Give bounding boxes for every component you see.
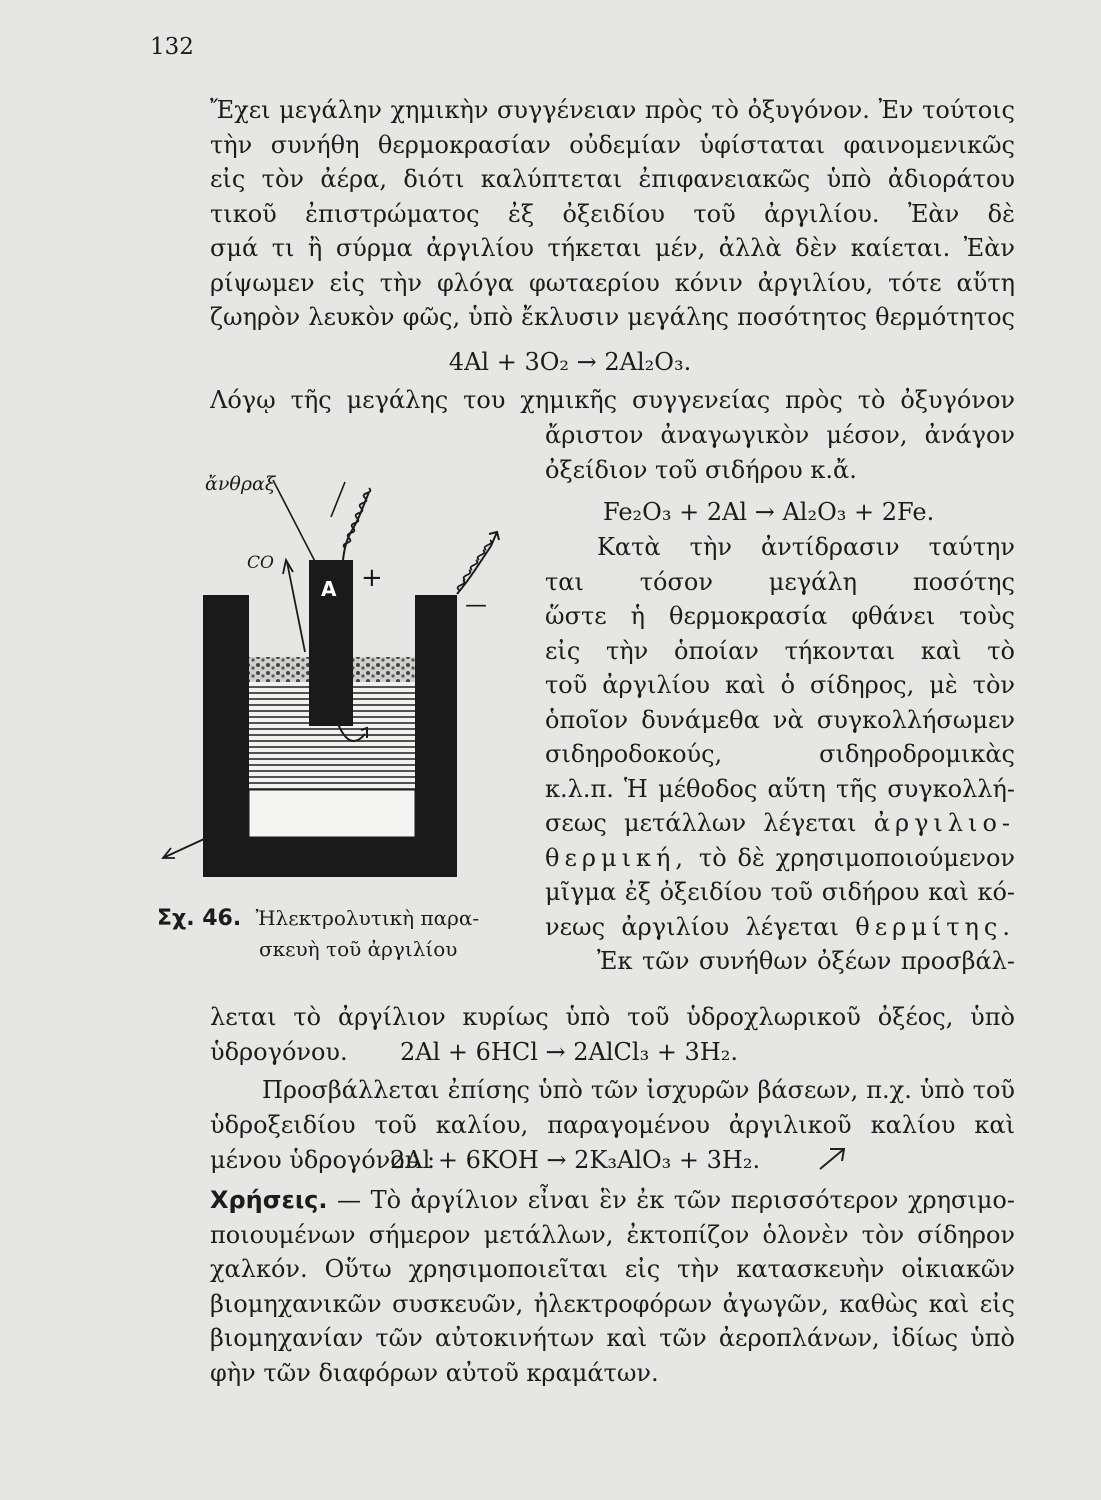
cathode-wire <box>457 546 491 594</box>
cell-wall-right <box>415 595 457 865</box>
text-line: Λόγῳ τῆς μεγάλης του χημικῆς συγγενείας πρὸς τὸ ὀξυγόνον <box>210 386 1015 414</box>
figure-caption <box>157 903 479 964</box>
co-label: CO <box>247 553 274 573</box>
co-arrow <box>287 562 305 652</box>
text-line: χαλκόν. Οὕτω χρησιμοποιεῖται εἰς τὴν κατασκευὴν οἰκιακῶν <box>210 1255 1015 1283</box>
text-line: μῖγμα ἐξ ὀξειδίου τοῦ σιδήρου καὶ κό- <box>545 878 1015 906</box>
text-line: βιομηχανίαν τῶν αὐτοκινήτων καὶ τῶν ἀεροπλάνων, ἰδίως ὑπὸ <box>210 1324 1015 1352</box>
text-line: εἰς τὸν ἀέρα, διότι καλύπτεται ἐπιφανειακῶς ὑπὸ ἀδιοράτου <box>210 165 1015 193</box>
caption-text-2: σκευὴ τοῦ ἀργιλίου <box>259 937 458 961</box>
text-line: ρίψωμεν εἰς τὴν φλόγα φωταερίου κόνιν ἀργιλίου, τότε αὕτη <box>210 268 1015 297</box>
text-line: ται τόσον μεγάλη ποσότης <box>545 567 1015 596</box>
text-line-aluminothermy-2 <box>545 841 1015 876</box>
paragraph-uses <box>210 1183 1015 1390</box>
paragraph-acids <box>210 1000 1015 1035</box>
line-koh <box>210 1143 1015 1178</box>
text-line: βιομηχανικῶν συσκευῶν, ἠλεκτροφόρων ἀγωγῶν, καθὼς καὶ εἰς <box>210 1289 1015 1318</box>
paragraph-intro <box>210 93 1015 335</box>
text-line: λεται τὸ ἀργίλιον κυρίως ὑπὸ τοῦ ὑδροχλωρικοῦ ὀξέος, ὑπὸ <box>210 1003 1015 1031</box>
text-line: ἄριστον ἀναγωγικὸν μέσον, ἀνάγον <box>545 421 1015 449</box>
text-fragment: ὑδρογόνου. <box>210 1038 348 1066</box>
text-line: ζωηρὸν λευκὸν φῶς, ὑπὸ ἔκλυσιν μεγάλης ποσότητος θερμότητος <box>210 303 1015 331</box>
carbon-label: ἄνθραξ <box>205 473 276 495</box>
text-line: τὴν συνήθη θερμοκρασίαν οὐδεμίαν ὑφίσταται φαινομενικῶς <box>210 130 1015 159</box>
text-line: Προσβάλλεται ἐπίσης ὑπὸ τῶν ἰσχυρῶν βάσεων, π.χ. ὑπὸ τοῦ <box>262 1076 1015 1104</box>
text-fragment: νεως ἀργιλίου λέγεται <box>545 912 839 941</box>
minus-label: — <box>465 593 487 618</box>
right-column-b <box>545 530 1015 979</box>
equation-hcl: 2Al + 6HCl → 2AlCl₃ + 3H₂. <box>400 1038 739 1066</box>
paragraph-reducing <box>210 383 1015 418</box>
electrolysis-diagram <box>155 462 535 892</box>
text-line-uses-first <box>210 1183 1015 1218</box>
right-column-a <box>545 418 1015 487</box>
text-line: σμά τι ἢ σύρμα ἀργιλίου τήκεται μέν, ἀλλὰ δὲν καίεται. Ἐὰν <box>210 234 1015 262</box>
text-line: ὥστε ἡ θερμοκρασία φθάνει τοὺς <box>545 602 1015 630</box>
text-line: εἰς τὴν ὁποίαν τήκονται καὶ τὸ <box>545 636 1015 665</box>
anode-label: A <box>321 577 337 601</box>
term-aluminothermy-cont: θερμική, <box>545 843 689 872</box>
text-line: Κατὰ τὴν ἀντίδρασιν ταύτην <box>597 533 1015 561</box>
caption-text-1: Ἠλεκτρολυτικὴ παρα- <box>255 906 480 930</box>
text-line: τικοῦ ἐπιστρώματος ἐξ ὀξειδίου τοῦ ἀργιλίου. Ἐὰν δὲ <box>210 199 1015 228</box>
caption-label: Σχ. 46. <box>157 906 242 931</box>
text-line-thermite <box>545 910 1015 945</box>
term-aluminothermy: ἀργιλιο- <box>873 809 1015 837</box>
text-line: Ἐκ τῶν συνήθων ὀξέων προσβάλ- <box>597 947 1015 975</box>
check-mark-icon <box>818 1147 846 1171</box>
text-line: ποιουμένων σήμερον μετάλλων, ἐκτοπίζον ὁλονὲν τὸν σίδηρον <box>210 1220 1015 1249</box>
cell-bottom <box>203 837 457 877</box>
term-thermite: θερμίτης. <box>855 912 1015 941</box>
text-line: σιδηροδοκούς, σιδηροδρομικὰς <box>545 740 1015 768</box>
text-line: ὑδροξειδίου τοῦ καλίου, παραγομένου ἀργιλικοῦ καλίου καὶ <box>210 1110 1015 1139</box>
paragraph-bases <box>210 1073 1015 1142</box>
text-fragment: μένου ὑδρογόνου : <box>210 1146 436 1174</box>
text-line-aluminothermy <box>545 806 1015 841</box>
text-line: Ἔχει μεγάλην χημικὴν συγγένειαν πρὸς τὸ ὀξυγόνον. Ἐν τούτοις <box>210 96 1015 124</box>
text-fragment: τὸ δὲ χρησιμοποιούμενον <box>698 843 1015 872</box>
page-number: 132 <box>150 34 194 60</box>
text-line: φὴν τῶν διαφόρων αὐτοῦ κραμάτων. <box>210 1358 659 1387</box>
text-fragment: σεως μετάλλων λέγεται <box>545 809 857 837</box>
caption-line-1 <box>157 903 479 934</box>
equation-thermite: Fe₂O₃ + 2Al → Al₂O₃ + 2Fe. <box>603 498 935 526</box>
text-fragment: — Τὸ ἀργίλιον εἶναι ἓν ἐκ τῶν περισσότερον χρησιμο- <box>337 1186 1015 1214</box>
equation-aluminium-oxidation: 4Al + 3O₂ → 2Al₂O₃. <box>448 348 692 376</box>
line-hcl <box>210 1035 1015 1070</box>
text-line: τοῦ ἀργιλίου καὶ ὁ σίδηρος, μὲ τὸν <box>545 671 1015 699</box>
text-line: ὀξείδιον τοῦ σιδήρου κ.ἄ. <box>545 455 857 484</box>
plus-label: + <box>361 563 383 593</box>
uses-heading: Χρήσεις. <box>210 1186 328 1214</box>
molten-aluminium <box>249 790 415 837</box>
text-line: ὁποῖον δυνάμεθα νὰ συγκολλήσωμεν <box>545 705 1015 734</box>
equation-koh: 2Al + 6KOH → 2K₃AlO₃ + 3H₂. <box>390 1146 761 1174</box>
text-line: κ.λ.π. Ἡ μέθοδος αὕτη τῆς συγκολλή- <box>545 774 1015 803</box>
